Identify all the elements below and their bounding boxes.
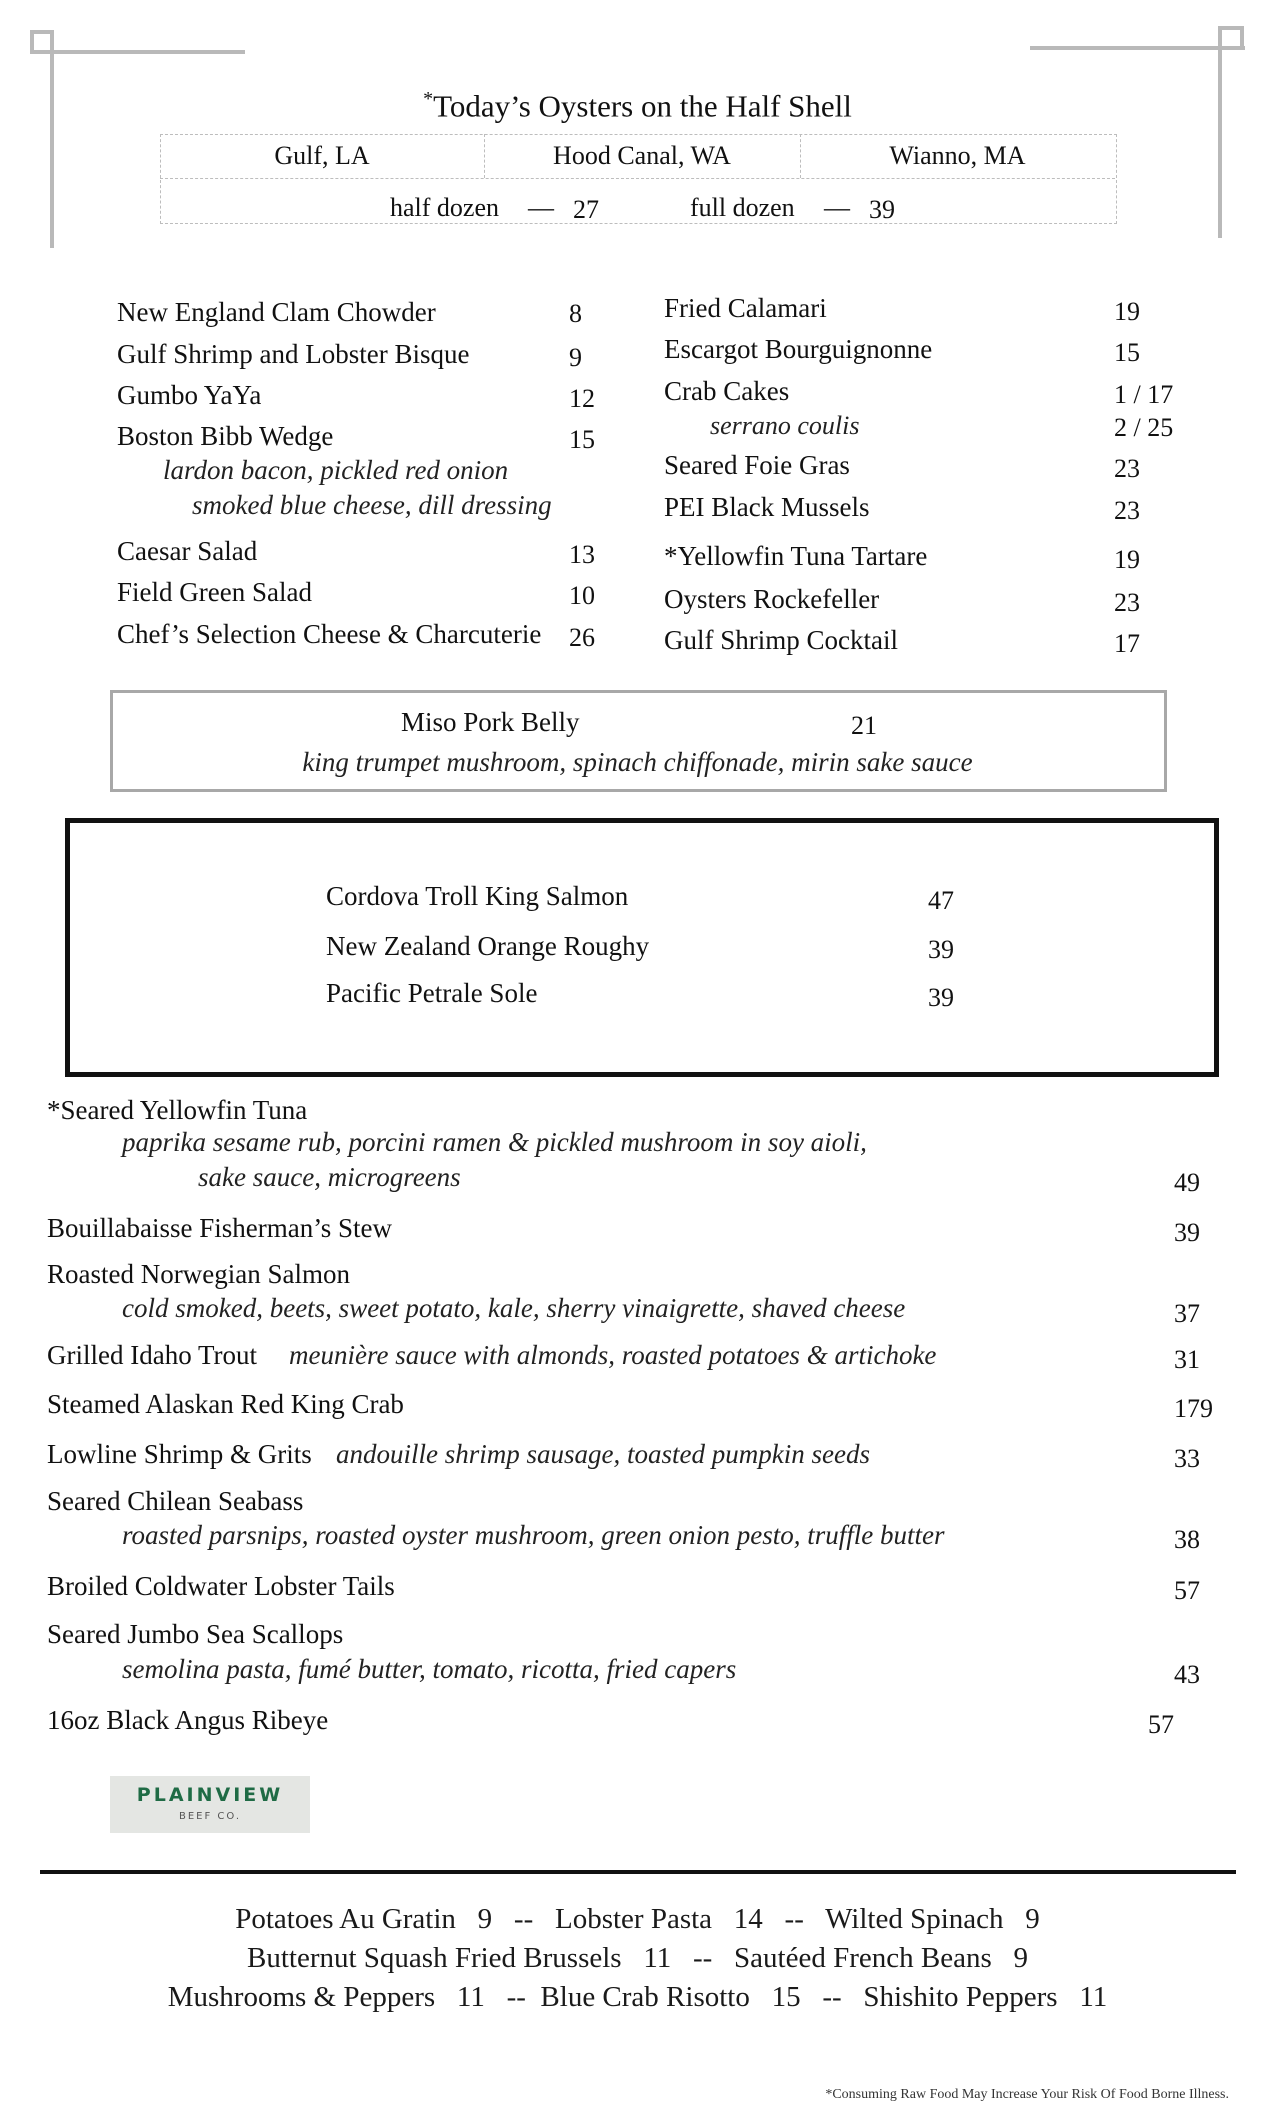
oyster-full-dozen-label: full dozen: [690, 193, 795, 222]
starter-foie-gras-price: 23: [1114, 454, 1140, 483]
fish-king-salmon-price: 47: [928, 886, 954, 915]
starter-wedge-desc-1: lardon bacon, pickled red onion: [163, 455, 509, 485]
entree-tuna-name: *Seared Yellowfin Tuna: [47, 1095, 308, 1125]
starter-gumbo-price: 12: [569, 384, 595, 413]
entree-tuna-price: 49: [1174, 1168, 1200, 1197]
starter-mussels-price: 23: [1114, 496, 1140, 525]
oysters-title-text: Today’s Oysters on the Half Shell: [433, 88, 852, 124]
fish-orange-roughy-name: New Zealand Orange Roughy: [326, 931, 650, 961]
starter-rockefeller-name: Oysters Rockefeller: [664, 584, 880, 614]
starter-calamari-name: Fried Calamari: [664, 293, 827, 323]
oyster-half-dozen-dash: —: [528, 193, 554, 222]
starter-field-green-name: Field Green Salad: [117, 577, 312, 607]
starter-crab-cakes-price-1: 1 / 17: [1114, 380, 1174, 409]
starter-clam-chowder-name: New England Clam Chowder: [117, 297, 436, 327]
entree-grits-desc: andouille shrimp sausage, toasted pumpkin seeds: [336, 1439, 870, 1469]
entree-grits-price: 33: [1174, 1444, 1200, 1473]
raw-food-disclaimer: *Consuming Raw Food May Increase Your Risk Of Food Borne Illness.: [825, 2087, 1229, 2102]
starter-shrimp-cocktail-price: 17: [1114, 629, 1140, 658]
entree-ribeye-name: 16oz Black Angus Ribeye: [47, 1705, 329, 1735]
starter-clam-chowder-price: 8: [569, 299, 582, 328]
starter-crab-cakes-price-2: 2 / 25: [1114, 413, 1174, 442]
starter-crab-cakes-name: Crab Cakes: [664, 376, 790, 406]
oysters-title-star: *: [423, 88, 434, 110]
entree-scallops-desc: semolina pasta, fumé butter, tomato, ricotta, fried capers: [122, 1654, 737, 1684]
entree-ribeye-price: 57: [1148, 1710, 1174, 1739]
entree-lobster-price: 57: [1174, 1576, 1200, 1605]
plainview-logo-subtitle: BEEF CO.: [178, 1811, 242, 1822]
entree-bouillabaisse-price: 39: [1174, 1218, 1200, 1247]
plainview-logo-wordmark: PLAINVIEW: [136, 1784, 284, 1806]
starter-cheese-price: 26: [569, 623, 595, 652]
corner-frame-right-stub: [1222, 26, 1242, 30]
entree-grits-name: Lowline Shrimp & Grits: [47, 1439, 312, 1469]
corner-frame-left-stub-v: [30, 30, 34, 54]
fish-king-salmon-name: Cordova Troll King Salmon: [326, 881, 629, 911]
entree-salmon-desc: cold smoked, beets, sweet potato, kale, sherry vinaigrette, shaved cheese: [122, 1293, 906, 1323]
starter-crab-cakes-desc: serrano coulis: [710, 411, 860, 440]
entree-scallops-name: Seared Jumbo Sea Scallops: [47, 1619, 344, 1649]
corner-frame-right-stub-v: [1240, 26, 1244, 50]
oyster-half-dozen-label: half dozen: [390, 193, 500, 222]
oyster-half-dozen-price: 27: [573, 195, 599, 224]
corner-frame-left-top-line: [30, 50, 245, 54]
oyster-origin-gulf: Gulf, LA: [274, 141, 370, 170]
starter-escargot-price: 15: [1114, 338, 1140, 367]
starter-cheese-name: Chef’s Selection Cheese & Charcuterie: [117, 619, 542, 649]
starter-mussels-name: PEI Black Mussels: [664, 492, 870, 522]
starter-calamari-price: 19: [1114, 297, 1140, 326]
entree-trout-name: Grilled Idaho Trout: [47, 1340, 258, 1370]
entree-seabass-desc: roasted parsnips, roasted oyster mushroom, green onion pesto, truffle butter: [122, 1520, 945, 1550]
sides-divider: [40, 1870, 1236, 1874]
starter-caesar-name: Caesar Salad: [117, 536, 258, 566]
oyster-full-dozen-price: 39: [869, 195, 895, 224]
starter-rockefeller-price: 23: [1114, 588, 1140, 617]
entree-seabass-name: Seared Chilean Seabass: [47, 1486, 304, 1516]
entree-scallops-price: 43: [1174, 1660, 1200, 1689]
fish-petrale-sole-price: 39: [928, 983, 954, 1012]
plainview-beef-logo: [110, 1776, 310, 1833]
starter-wedge-name: Boston Bibb Wedge: [117, 421, 334, 451]
entree-trout-desc: meunière sauce with almonds, roasted potatoes & artichoke: [289, 1340, 937, 1370]
special-price: 21: [851, 711, 877, 740]
entree-bouillabaisse-name: Bouillabaisse Fisherman’s Stew: [47, 1213, 392, 1243]
entree-salmon-price: 37: [1174, 1299, 1200, 1328]
fish-petrale-sole-name: Pacific Petrale Sole: [326, 978, 538, 1008]
entree-lobster-name: Broiled Coldwater Lobster Tails: [47, 1571, 395, 1601]
entree-trout-price: 31: [1174, 1345, 1200, 1374]
oyster-origin-hood-canal: Hood Canal, WA: [553, 141, 731, 170]
oyster-origin-wianno: Wianno, MA: [889, 141, 1026, 170]
starter-tuna-tartare-price: 19: [1114, 545, 1140, 574]
corner-frame-left-vertical-line: [50, 30, 54, 248]
entree-tuna-desc-2: sake sauce, microgreens: [198, 1162, 461, 1192]
starter-bisque-price: 9: [569, 343, 582, 372]
special-desc: king trumpet mushroom, spinach chiffonade, mirin sake sauce: [302, 747, 973, 777]
starter-shrimp-cocktail-name: Gulf Shrimp Cocktail: [664, 625, 898, 655]
starter-wedge-price: 15: [569, 425, 595, 454]
oysters-title: [0, 88, 1275, 124]
entree-tuna-desc-1: paprika sesame rub, porcini ramen & pickled mushroom in soy aioli,: [122, 1127, 867, 1157]
starter-caesar-price: 13: [569, 540, 595, 569]
starter-escargot-name: Escargot Bourguignonne: [664, 334, 933, 364]
fish-orange-roughy-price: 39: [928, 935, 954, 964]
oyster-full-dozen-dash: —: [824, 193, 850, 222]
sides-line-2: Butternut Squash Fried Brussels 11 -- Sautéed French Beans 9: [246, 1942, 1029, 1974]
special-name: Miso Pork Belly: [401, 707, 580, 737]
corner-frame-right-top-line: [1030, 46, 1245, 50]
corner-frame-right-vertical-line: [1218, 26, 1222, 238]
starter-tuna-tartare-name: *Yellowfin Tuna Tartare: [664, 541, 928, 571]
starter-bisque-name: Gulf Shrimp and Lobster Bisque: [117, 339, 470, 369]
entree-crab-price: 179: [1174, 1394, 1213, 1423]
starter-wedge-desc-2: smoked blue cheese, dill dressing: [192, 490, 552, 520]
entree-salmon-name: Roasted Norwegian Salmon: [47, 1259, 350, 1289]
oysters-table-row-divider: [160, 178, 1115, 179]
entree-seabass-price: 38: [1174, 1525, 1200, 1554]
starter-field-green-price: 10: [569, 581, 595, 610]
entree-crab-name: Steamed Alaskan Red King Crab: [47, 1389, 404, 1419]
sides-line-3: Mushrooms & Peppers 11 -- Blue Crab Risotto 15 -- Shishito Peppers 11: [167, 1981, 1108, 2013]
starter-foie-gras-name: Seared Foie Gras: [664, 450, 850, 480]
starter-gumbo-name: Gumbo YaYa: [117, 380, 262, 410]
sides-line-1: Potatoes Au Gratin 9 -- Lobster Pasta 14 -- Wilted Spinach 9: [235, 1903, 1040, 1935]
